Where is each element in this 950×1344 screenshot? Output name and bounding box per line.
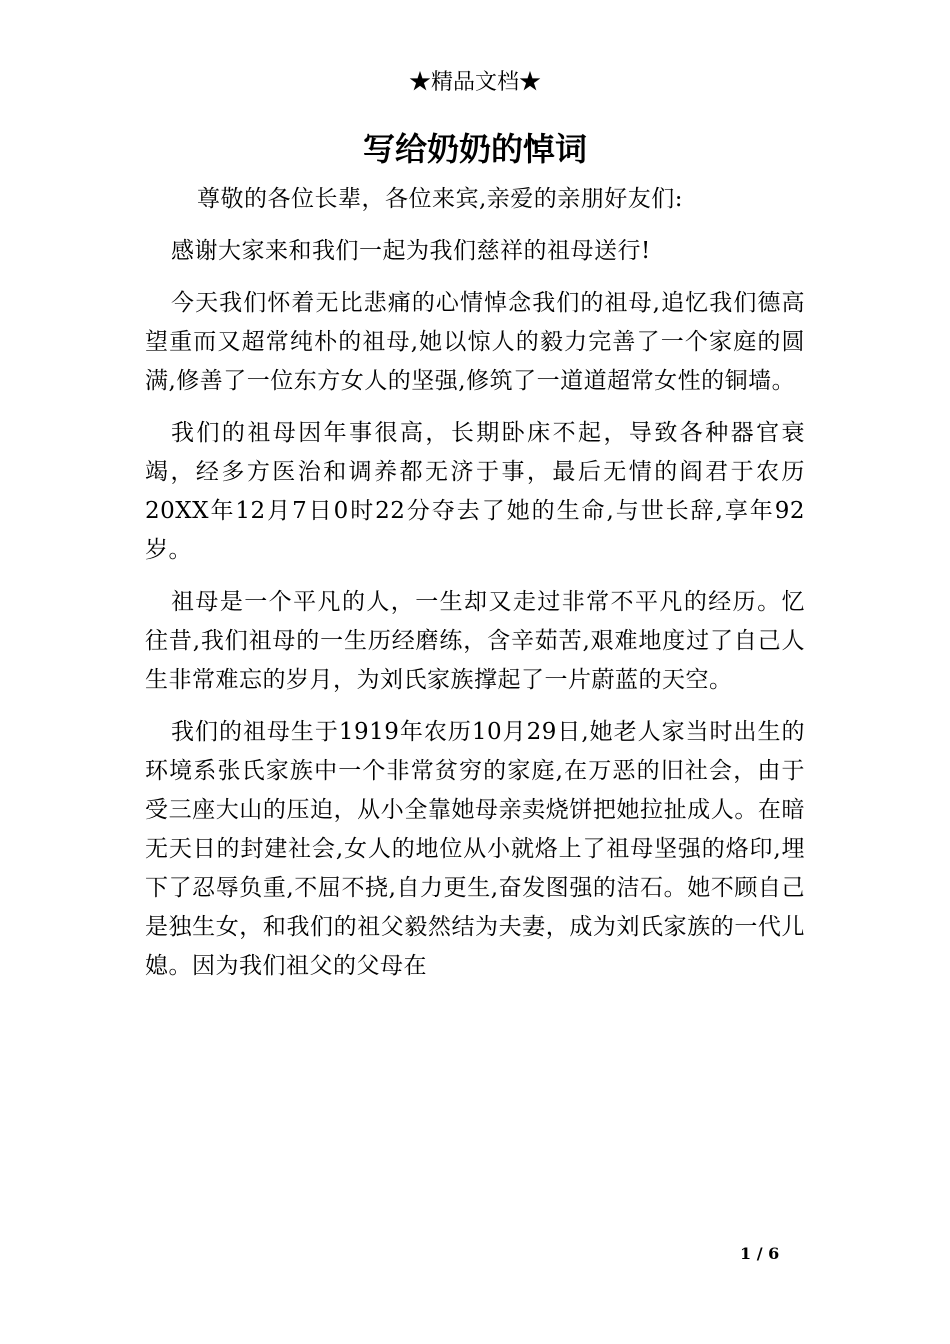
salutation: 尊敬的各位长辈，各位来宾,亲爱的亲朋好友们: <box>197 186 684 212</box>
paragraph: 我们的祖母因年事很高，长期卧床不起，导致各种器官衰竭，经多方医治和调养都无济于事，最后无情的阎君于农历20XX年12月7日0时22分夺去了她的生命,与世长辞,享年92岁。 <box>145 420 805 563</box>
paragraph: 我们的祖母生于1919年农历10月29日,她老人家当时出生的环境系张氏家族中一个非常贫穷的家庭,在万恶的旧社会，由于受三座大山的压迫，从小全靠她母亲卖烧饼把她拉扯成人。在暗无天日的封建社会,女人的地位从小就烙上了祖母坚强的烙印,埋下了忍辱负重,不屈不挠,自力更生,奋发图强的洁石。她不顾自己是独生女，和我们的祖父毅然结为夫妻，成为刘氏家族的一代儿媳。因为我们祖父的父母在 <box>145 719 805 979</box>
page-number: 1 / 6 <box>740 1244 780 1263</box>
document-title: 写给奶奶的悼词 <box>362 130 587 168</box>
paragraph: 祖母是一个平凡的人，一生却又走过非常不平凡的经历。忆往昔,我们祖母的一生历经磨练，含辛茹苦,艰难地度过了自己人生非常难忘的岁月，为刘氏家族撑起了一片蔚蓝的天空。 <box>145 589 805 693</box>
document-body <box>145 180 805 999</box>
paragraph: 感谢大家来和我们一起为我们慈祥的祖母送行! <box>171 238 651 264</box>
paragraph: 今天我们怀着无比悲痛的心情悼念我们的祖母,追忆我们德高望重而又超常纯朴的祖母,她以惊人的毅力完善了一个家庭的圆满,修善了一位东方女人的坚强,修筑了一道道超常女性的铜墙。 <box>145 290 805 394</box>
document-header: ★精品文档★ <box>408 70 541 95</box>
